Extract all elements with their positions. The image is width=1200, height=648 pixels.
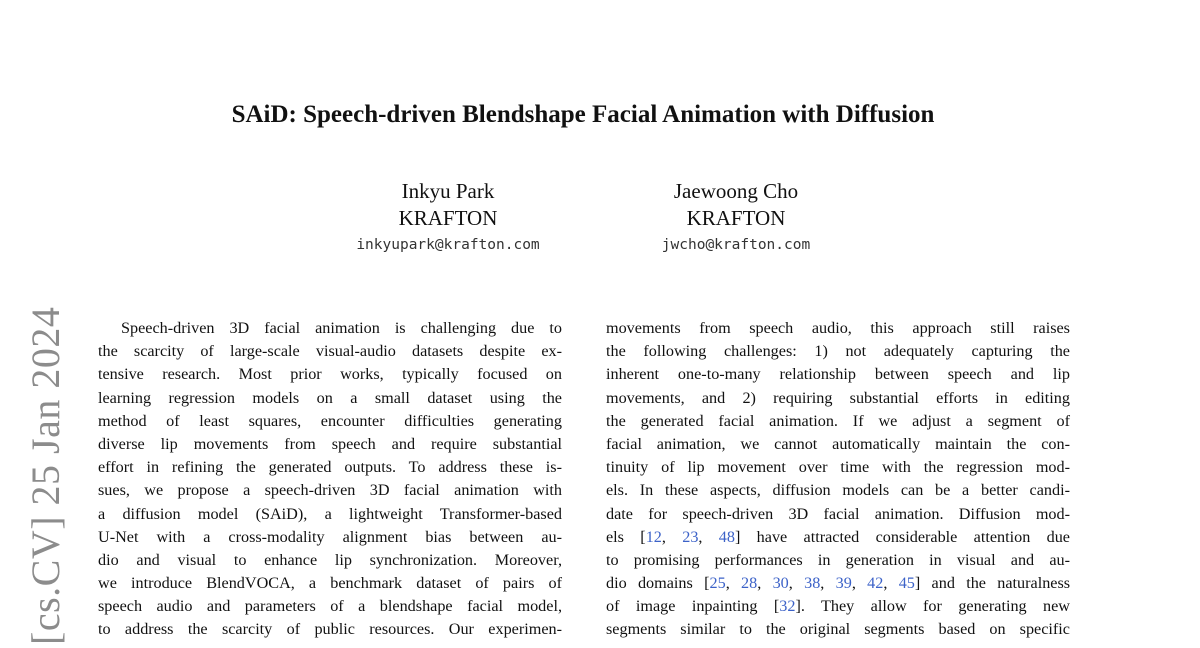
abstract-line: we introduce BlendVOCA, a benchmark dataset of pairs of xyxy=(98,574,562,593)
abstract-line: a diffusion model (SAiD), a lightweight Transformer-based xyxy=(98,504,562,523)
body-line: the generated facial animation. If we adjust a segment of xyxy=(606,411,1070,430)
body-line: inherent one-to-many relationship between speech and lip xyxy=(606,365,1070,384)
citation-link[interactable]: 39 xyxy=(835,574,852,593)
body-line: movements, and 2) requiring substantial efforts in editing xyxy=(606,388,1070,407)
body-line-with-citations xyxy=(606,595,1070,618)
body-line: facial animation, we cannot automatically maintain the con- xyxy=(606,434,1070,453)
abstract-line: effort in refining the generated outputs. To address these is- xyxy=(98,458,562,477)
body-text: els [ xyxy=(606,527,646,546)
author-affiliation: KRAFTON xyxy=(686,206,786,230)
body-line: segments similar to the original segments based on specific xyxy=(606,620,1070,639)
author-name: Jaewoong Cho xyxy=(673,179,799,203)
abstract-line: tensive research. Most prior works, typically focused on xyxy=(98,365,562,384)
citation-link[interactable]: 23 xyxy=(682,527,699,546)
body-text: ] and the naturalness xyxy=(914,574,1071,593)
abstract-line: U-Net with a cross-modality alignment bias between au- xyxy=(98,527,562,546)
body-line: to promising performances in generation in visual and au- xyxy=(606,550,1070,569)
body-line: the following challenges: 1) not adequately capturing the xyxy=(606,342,1070,361)
citation-link[interactable]: 30 xyxy=(772,574,789,593)
author-email: inkyupark@krafton.com xyxy=(356,237,540,253)
abstract-line: sues, we propose a speech-driven 3D facial animation with xyxy=(98,481,562,500)
abstract-line: the scarcity of large-scale visual-audio datasets despite ex- xyxy=(98,342,562,361)
citation-link[interactable]: 32 xyxy=(779,597,796,616)
author-name: Inkyu Park xyxy=(401,179,495,203)
body-line: movements from speech audio, this approach still raises xyxy=(606,319,1070,337)
citation-link[interactable]: 48 xyxy=(718,527,735,546)
citation-link[interactable]: 45 xyxy=(898,574,915,593)
body-line: date for speech-driven 3D facial animation. Diffusion mod- xyxy=(606,504,1070,523)
abstract-line: learning regression models on a small dataset using the xyxy=(98,388,562,407)
citation-link[interactable]: 38 xyxy=(804,574,821,593)
abstract-line: diverse lip movements from speech and require substantial xyxy=(98,434,562,453)
citation-link[interactable]: 25 xyxy=(709,574,726,593)
abstract-line: dio and visual to enhance lip synchronization. Moreover, xyxy=(98,550,562,569)
citation-link[interactable]: 28 xyxy=(741,574,758,593)
author-affiliation: KRAFTON xyxy=(398,206,498,230)
paper-title: SAiD: Speech-driven Blendshape Facial Animation with Diffusion xyxy=(231,101,935,128)
abstract-column xyxy=(98,317,562,642)
abstract-line: method of least squares, encounter difficulties generating xyxy=(98,411,562,430)
body-line: els. In these aspects, diffusion models can be a better candi- xyxy=(606,481,1070,500)
body-line-with-citations: els [12, 23, 48] have attracted considerable attention due xyxy=(606,527,1070,546)
body-line-with-citations: dio domains [25, 28, 30, 38, 39, 42, 45] and the naturalness xyxy=(606,574,1071,593)
body-text: dio domains [ xyxy=(606,574,710,593)
citation-link[interactable]: 42 xyxy=(867,574,884,593)
author-email: jwcho@krafton.com xyxy=(661,237,811,253)
abstract-line: to address the scarcity of public resources. Our experimen- xyxy=(98,620,562,639)
arxiv-stamp-text: [cs.CV] 25 Jan 2024 xyxy=(23,306,68,645)
body-line: tinuity of lip movement over time with the regression mod- xyxy=(606,458,1070,477)
abstract-line: speech audio and parameters of a blendshape facial model, xyxy=(98,597,562,616)
abstract-line: Speech-driven 3D facial animation is challenging due to xyxy=(121,319,562,337)
body-text: ]. They allow for generating new xyxy=(795,597,1070,616)
arxiv-identifier-stamp xyxy=(23,306,68,645)
body-text: ] have attracted considerable attention due xyxy=(734,527,1070,546)
author-block-2 xyxy=(606,178,866,255)
body-text: of image inpainting [ xyxy=(606,597,780,616)
introduction-column xyxy=(606,317,1070,642)
author-block-1 xyxy=(318,178,578,255)
citation-link[interactable]: 12 xyxy=(645,527,662,546)
